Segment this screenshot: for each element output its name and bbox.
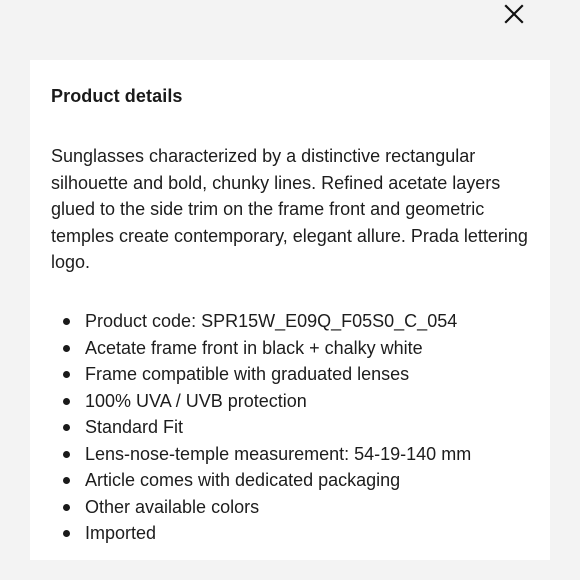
close-button[interactable]: [500, 0, 528, 28]
bullet-icon: [63, 318, 70, 325]
bullet-icon: [63, 477, 70, 484]
list-item: [51, 308, 471, 335]
feature-text: Frame compatible with graduated lenses: [85, 364, 410, 384]
feature-list: [51, 308, 471, 547]
list-item: [51, 361, 471, 388]
bullet-icon: [63, 371, 70, 378]
product-description: Sunglasses characterized by a distinctive rectangular silhouette and bold, chunky lines. Refined acetate layers glued to the side trim on the frame front and geometric temples create contemporary, elegant allure. Prada lettering logo.: [51, 146, 528, 272]
section-title: Product details: [51, 86, 183, 106]
feature-text: Other available colors: [85, 496, 260, 517]
list-item: [51, 520, 471, 547]
bullet-icon: [63, 530, 70, 537]
list-item: [51, 414, 471, 441]
list-item: [51, 494, 471, 521]
feature-text: 100% UVA / UVB protection: [85, 390, 307, 411]
feature-text: Lens-nose-temple measurement: 54-19-140 mm: [85, 443, 472, 464]
bullet-icon: [63, 504, 70, 511]
feature-text: Article comes with dedicated packaging: [85, 470, 401, 490]
close-icon: [504, 4, 524, 24]
bullet-icon: [63, 398, 70, 405]
bullet-icon: [63, 451, 70, 458]
list-item: [51, 335, 471, 362]
list-item: [51, 388, 471, 415]
feature-text: Acetate frame front in black + chalky white: [85, 337, 423, 358]
list-item: [51, 467, 471, 494]
bullet-icon: [63, 345, 70, 352]
list-item: [51, 441, 471, 468]
feature-text: Standard Fit: [85, 417, 184, 437]
bullet-icon: [63, 424, 70, 431]
feature-text: Product code: SPR15W_E09Q_F05S0_C_054: [85, 311, 458, 331]
feature-text: Imported: [85, 523, 157, 543]
